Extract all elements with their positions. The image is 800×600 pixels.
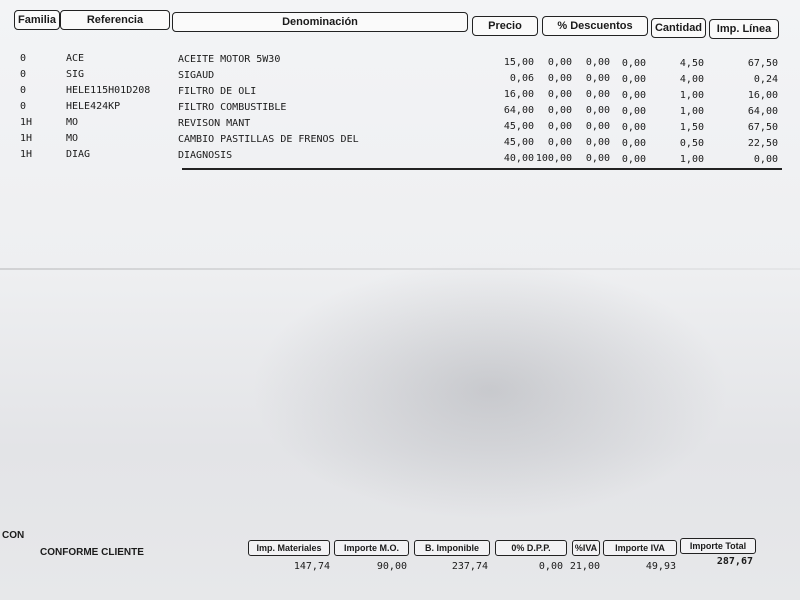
cell-precio: 16,00 — [503, 88, 534, 100]
cell-referencia: HELE424KP — [66, 101, 121, 113]
cell-descuento-3: 0,00 — [621, 137, 646, 149]
cell-descuento-3: 0,00 — [621, 73, 646, 85]
conforme-partial: CON — [2, 530, 25, 541]
cell-denominacion: FILTRO COMBUSTIBLE — [178, 102, 287, 114]
cell-precio: 45,00 — [503, 120, 534, 132]
cell-cantidad: 4,50 — [679, 57, 704, 69]
cell-descuento-3: 0,00 — [621, 105, 646, 117]
cell-familia: 0 — [20, 69, 27, 81]
cell-imp-linea: 67,50 — [747, 122, 778, 134]
cell-cantidad: 1,00 — [679, 89, 704, 101]
cell-descuento-1: 0,00 — [547, 120, 572, 132]
cell-imp-linea: 0,24 — [753, 74, 778, 86]
conforme-cliente: CONFORME CLIENTE — [40, 547, 144, 558]
paper-fold — [0, 268, 800, 270]
value-b-imponible: 237,74 — [451, 561, 488, 572]
cell-descuento-3: 0,00 — [621, 89, 646, 101]
cell-precio: 0,06 — [509, 72, 534, 84]
value-dpp: 0,00 — [538, 561, 563, 572]
value-importe-total: 287,67 — [716, 556, 753, 567]
cell-referencia: MO — [66, 133, 79, 145]
cell-precio: 40,00 — [503, 152, 534, 164]
header-referencia: Referencia — [60, 10, 170, 30]
cell-imp-linea: 16,00 — [747, 90, 778, 102]
header-imp-linea: Imp. Línea — [709, 19, 779, 39]
cell-imp-linea: 67,50 — [747, 58, 778, 70]
label-importe-mo: Importe M.O. — [334, 540, 409, 556]
label-importe-total: Importe Total — [680, 538, 756, 554]
header-cantidad: Cantidad — [651, 18, 706, 38]
cell-cantidad: 4,00 — [679, 73, 704, 85]
cell-denominacion: SIGAUD — [178, 70, 215, 82]
cell-descuento-1: 0,00 — [547, 56, 572, 68]
cell-descuento-2: 0,00 — [585, 73, 610, 85]
value-iva-pct: 21,00 — [569, 561, 600, 572]
cell-descuento-1: 0,00 — [547, 136, 572, 148]
cell-cantidad: 1,00 — [679, 153, 704, 165]
header-descuentos: % Descuentos — [542, 16, 648, 36]
label-dpp: 0% D.P.P. — [495, 540, 567, 556]
cell-precio: 15,00 — [503, 56, 534, 68]
cell-descuento-1: 0,00 — [547, 88, 572, 100]
cell-familia: 0 — [20, 85, 27, 97]
cell-descuento-2: 0,00 — [585, 153, 610, 165]
cell-descuento-2: 0,00 — [585, 89, 610, 101]
cell-descuento-3: 0,00 — [621, 121, 646, 133]
cell-imp-linea: 0,00 — [753, 154, 778, 166]
table-bottom-rule — [182, 168, 782, 170]
cell-referencia: MO — [66, 117, 79, 129]
cell-descuento-1: 0,00 — [547, 72, 572, 84]
label-iva-pct: %IVA — [572, 540, 600, 556]
header-denominacion: Denominación — [172, 12, 468, 32]
cell-referencia: ACE — [66, 53, 85, 65]
cell-familia: 0 — [20, 101, 27, 113]
label-b-imponible: B. Imponible — [414, 540, 490, 556]
cell-denominacion: ACEITE MOTOR 5W30 — [178, 54, 281, 66]
cell-descuento-2: 0,00 — [585, 121, 610, 133]
label-importe-iva: Importe IVA — [603, 540, 677, 556]
cell-referencia: DIAG — [66, 149, 91, 161]
cell-descuento-2: 0,00 — [585, 105, 610, 117]
cell-cantidad: 1,00 — [679, 105, 704, 117]
cell-familia: 1H — [20, 133, 33, 145]
cell-denominacion: FILTRO DE OLI — [178, 86, 257, 98]
cell-imp-linea: 22,50 — [747, 138, 778, 150]
value-importe-mo: 90,00 — [376, 561, 407, 572]
photo-shadow — [250, 260, 730, 520]
cell-precio: 45,00 — [503, 136, 534, 148]
cell-familia: 1H — [20, 117, 33, 129]
cell-familia: 0 — [20, 53, 27, 65]
cell-precio: 64,00 — [503, 104, 534, 116]
header-precio: Precio — [472, 16, 538, 36]
cell-denominacion: REVISON MANT — [178, 118, 251, 130]
cell-familia: 1H — [20, 149, 33, 161]
cell-imp-linea: 64,00 — [747, 106, 778, 118]
label-imp-materiales: Imp. Materiales — [248, 540, 330, 556]
cell-cantidad: 0,50 — [679, 137, 704, 149]
cell-descuento-3: 0,00 — [621, 153, 646, 165]
cell-referencia: SIG — [66, 69, 85, 81]
cell-descuento-3: 0,00 — [621, 57, 646, 69]
cell-denominacion: DIAGNOSIS — [178, 150, 233, 162]
header-familia: Familia — [14, 10, 60, 30]
cell-descuento-2: 0,00 — [585, 137, 610, 149]
cell-descuento-1: 0,00 — [547, 104, 572, 116]
value-importe-iva: 49,93 — [645, 561, 676, 572]
value-imp-materiales: 147,74 — [293, 561, 330, 572]
cell-referencia: HELE115H01D208 — [66, 85, 151, 97]
cell-cantidad: 1,50 — [679, 121, 704, 133]
cell-descuento-1: 100,00 — [535, 152, 572, 164]
cell-descuento-2: 0,00 — [585, 57, 610, 69]
cell-denominacion: CAMBIO PASTILLAS DE FRENOS DEL — [178, 134, 359, 146]
